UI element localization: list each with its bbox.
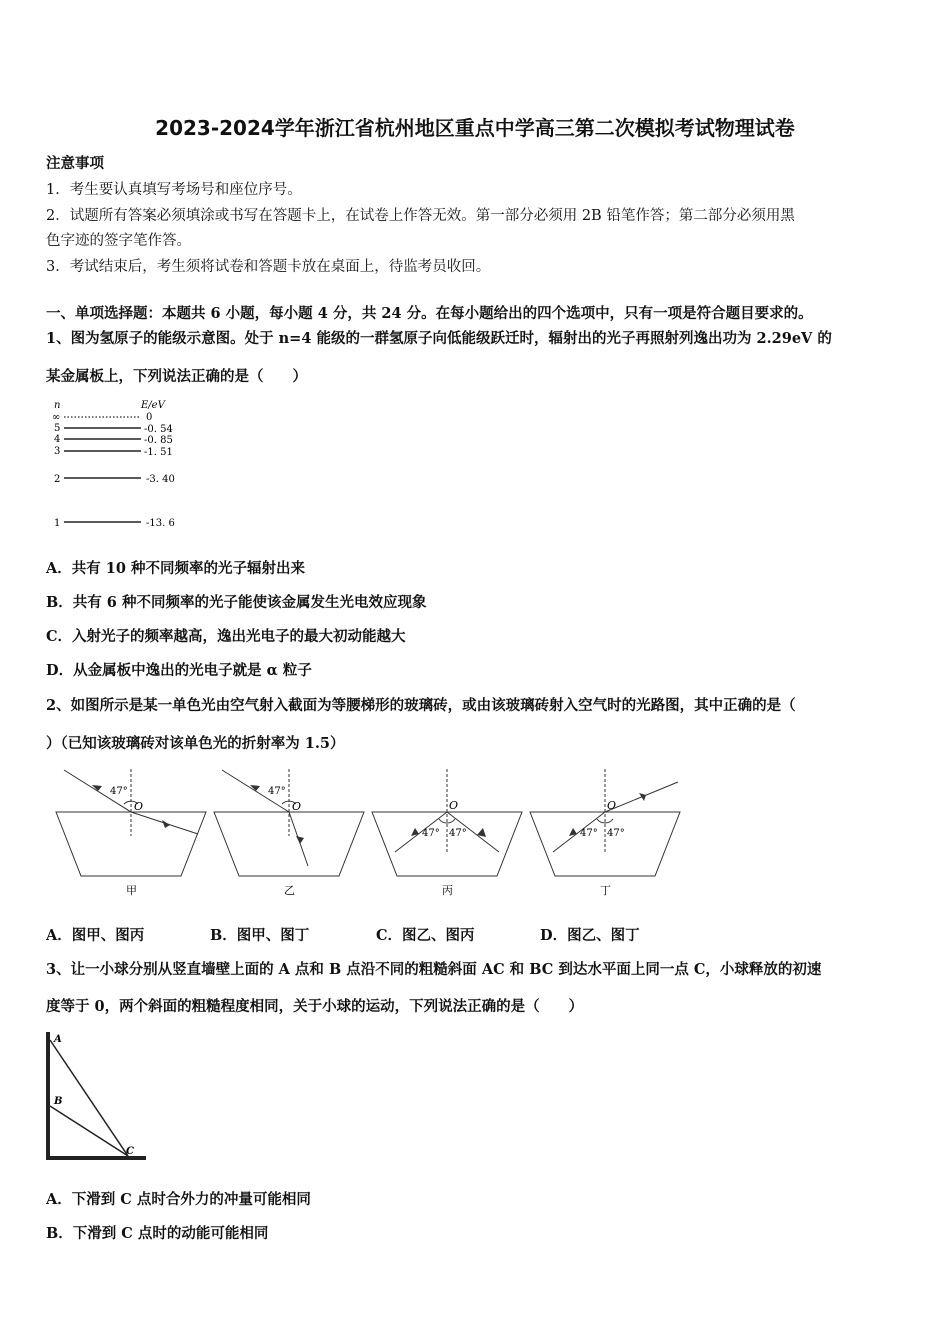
figure-caption: 丙: [442, 884, 453, 897]
answer-option: A．下滑到 C 点时合外力的冲量可能相同: [46, 1191, 311, 1208]
question-2-stem: 2、如图所示是某一单色光由空气射入截面为等腰梯形的玻璃砖，或由该玻璃砖射入空气时的光路图，其中正确的是（: [46, 697, 796, 714]
incline-diagram: [44, 1026, 154, 1166]
answer-option: C．图乙、图丙: [376, 927, 475, 944]
section-heading: 一、单项选择题：本题共 6 小题，每小题 4 分，共 24 分。在每小题给出的四个选项中，只有一项是符合题目要求的。: [46, 305, 813, 322]
n-axis-label: n: [54, 400, 61, 411]
light-path-figures: [46, 764, 686, 904]
page-title: 2023-2024学年浙江省杭州地区重点中学高三第二次模拟考试物理试卷: [155, 116, 795, 140]
level-energy: -0. 85: [144, 435, 173, 446]
level-energy: -3. 40: [146, 474, 175, 485]
notice-item: 1．考生要认真填写考场号和座位序号。: [46, 182, 302, 198]
level-n: 2: [54, 474, 61, 485]
notice-heading: 注意事项: [46, 155, 104, 172]
point-label: O: [607, 799, 617, 812]
level-n: 3: [54, 446, 61, 457]
angle-label: 47°: [422, 828, 440, 839]
notice-item: 色字迹的签字笔作答。: [46, 233, 191, 249]
question-1-stem: 1、图为氢原子的能级示意图。处于 n=4 能级的一群氢原子向低能级跃迁时，辐射出的光子再照射列逸出功为 2.29eV 的: [46, 330, 832, 347]
point-a-label: A: [54, 1034, 62, 1045]
energy-level-diagram: [46, 396, 206, 536]
angle-label: 47°: [268, 786, 286, 797]
notice-item: 2．试题所有答案必须填涂或书写在答题卡上，在试卷上作答无效。第一部分必须用 2B 铅笔作答；第二部分必须用黑: [46, 208, 795, 224]
level-n: 1: [54, 518, 61, 529]
angle-label: 47°: [449, 828, 467, 839]
point-label: O: [292, 800, 302, 813]
answer-option: D．从金属板中逸出的光电子就是 α 粒子: [46, 662, 312, 679]
angle-label: 47°: [607, 828, 625, 839]
answer-option: B．下滑到 C 点时的动能可能相同: [46, 1225, 269, 1242]
question-2-stem: ）（已知该玻璃砖对该单色光的折射率为 1.5）: [46, 735, 345, 752]
question-3-stem: 度等于 0，两个斜面的粗糙程度相同，关于小球的运动，下列说法正确的是（ ）: [46, 998, 584, 1015]
level-energy: 0: [146, 412, 153, 423]
figure-caption: 丁: [600, 884, 611, 897]
point-label: O: [134, 800, 144, 813]
level-n: ∞: [52, 412, 61, 423]
angle-label: 47°: [110, 786, 128, 797]
figure-caption: 乙: [284, 884, 295, 897]
level-energy: -1. 51: [144, 447, 173, 458]
answer-option: A．共有 10 种不同频率的光子辐射出来: [46, 560, 306, 577]
point-b-label: B: [54, 1096, 63, 1107]
level-n: 4: [54, 434, 61, 445]
level-energy: -0. 54: [144, 424, 173, 435]
question-1-stem: 某金属板上，下列说法正确的是（ ）: [46, 368, 307, 385]
level-energy: -13. 6: [146, 518, 175, 529]
answer-option: B．图甲、图丁: [210, 927, 310, 944]
angle-label: 47°: [580, 828, 598, 839]
point-label: O: [449, 799, 459, 812]
figure-caption: 甲: [126, 884, 137, 897]
notice-item: 3．考试结束后，考生须将试卷和答题卡放在桌面上，待监考员收回。: [46, 259, 491, 275]
answer-option: A．图甲、图丙: [46, 927, 145, 944]
level-n: 5: [54, 423, 61, 434]
question-3-stem: 3、让一小球分别从竖直墙壁上面的 A 点和 B 点沿不同的粗糙斜面 AC 和 BC 到达水平面上同一点 C，小球释放的初速: [46, 961, 822, 978]
energy-axis-label: E/eV: [141, 400, 165, 411]
answer-option: D．图乙、图丁: [540, 927, 640, 944]
answer-option: C．入射光子的频率越高，逸出光电子的最大初动能越大: [46, 628, 406, 645]
point-c-label: C: [126, 1146, 134, 1157]
answer-option: B．共有 6 种不同频率的光子能使该金属发生光电效应现象: [46, 594, 427, 611]
